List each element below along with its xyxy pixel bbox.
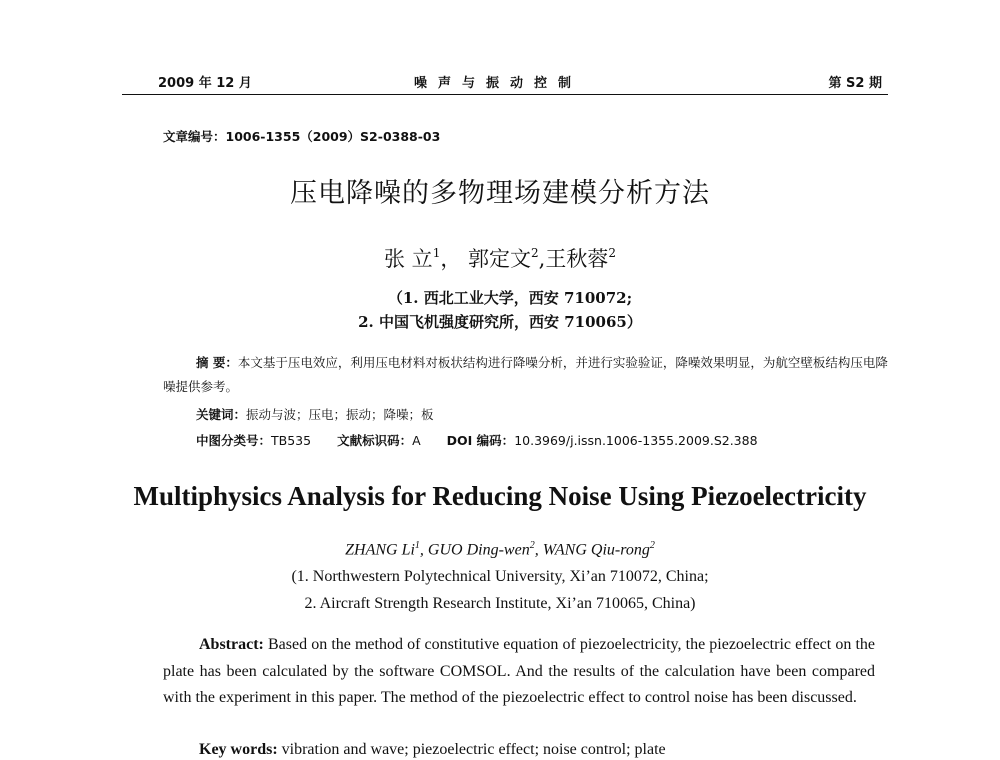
doc-code-label: 文献标识码： [337, 433, 413, 448]
doc-code-value: A [412, 433, 421, 448]
cn-affiliation-1: （1. 西北工业大学，西安 710072; [387, 289, 633, 307]
header-date: 2009 年 12 月 [158, 76, 252, 91]
cn-author-3-sup: 2 [608, 246, 616, 260]
cn-abstract-label: 摘 要： [196, 355, 238, 370]
chinese-authors [0, 243, 1000, 273]
en-author-1: ZHANG Li [345, 541, 415, 559]
cn-author-1-sup: 1 [432, 246, 441, 260]
cn-author-2-sup: 2 [531, 246, 539, 260]
en-abstract-label: Abstract: [199, 636, 264, 653]
en-abstract-text: Based on the method of constitutive equation of piezoelectricity, the piezoelectric effect on the plate has been calculated by the software COMSOL. And the results of the calculation have been compared with the experiment in this paper. The method of the piezoelectric effect to control noise has been discussed. [163, 636, 875, 706]
en-author-3-sup: 2 [649, 540, 655, 551]
chinese-title: 压电降噪的多物理场建模分析方法 [290, 178, 710, 209]
doi-label: DOI 编码： [446, 433, 515, 448]
clc-label: 中图分类号： [196, 433, 272, 448]
en-author-2-sup: 2 [529, 540, 535, 551]
en-author-sep: , [419, 541, 428, 559]
cn-author-1: 张 立 [384, 247, 433, 271]
en-affiliation-1: (1. Northwestern Polytechnical University, Xi’an 710072, China; [291, 568, 709, 585]
article-number: 文章编号：1006-1355（2009）S2-0388-03 [163, 129, 441, 144]
cn-affiliation-2: 2. 中国飞机强度研究所，西安 710065） [358, 313, 642, 331]
cn-keywords-label: 关键词： [196, 407, 247, 422]
chinese-abstract [163, 351, 888, 399]
cn-author-2: 郭定文 [468, 247, 532, 271]
chinese-keywords [196, 405, 434, 423]
cn-abstract-text: 本文基于压电效应，利用压电材料对板状结构进行降噪分析，并进行实验验证，降噪效果明显，为航空壁板结构压电降噪提供参考。 [163, 355, 888, 394]
classification-line [196, 431, 758, 449]
en-affiliation-2: 2. Aircraft Strength Research Institute, Xi’an 710065, China) [304, 595, 696, 612]
clc-value: TB535 [271, 433, 312, 448]
running-header [122, 72, 888, 95]
en-author-sep: , [534, 541, 543, 559]
en-keywords-text: vibration and wave; piezoelectric effect; noise control; plate [277, 741, 666, 758]
english-keywords [199, 741, 666, 759]
cn-author-3: 王秋蓉 [545, 247, 609, 271]
cn-author-sep: , [538, 247, 546, 271]
english-abstract [163, 632, 875, 712]
english-authors [0, 540, 1000, 559]
en-author-1-sup: 1 [414, 540, 420, 551]
en-keywords-label: Key words: [199, 741, 278, 758]
header-issue: 第 S2 期 [828, 76, 882, 91]
cn-keywords-text: 振动与波；压电；振动；降噪；板 [246, 407, 434, 422]
en-author-3: WANG Qiu-rong [542, 541, 650, 559]
doi-value: 10.3969/j.issn.1006-1355.2009.S2.388 [514, 433, 758, 448]
english-title: Multiphysics Analysis for Reducing Noise Using Piezoelectricity [133, 481, 867, 511]
header-journal: 噪声与振动控制 [414, 76, 583, 91]
cn-author-sep: ， [440, 247, 462, 271]
en-author-2: GUO Ding-wen [427, 541, 530, 559]
